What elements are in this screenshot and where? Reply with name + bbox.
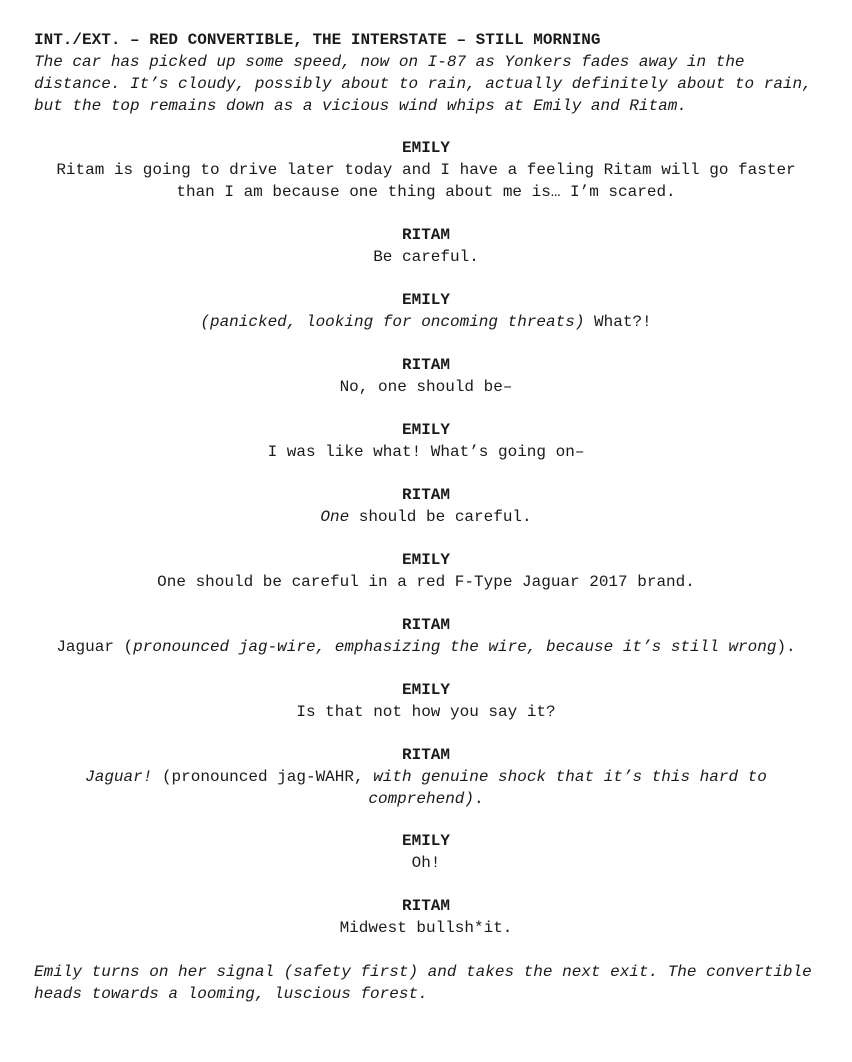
dialogue-text: Jaguar ( — [56, 638, 134, 656]
dialogue-line: I was like what! What’s going on– — [267, 443, 585, 461]
character-name: EMILY — [401, 421, 450, 439]
dialogue-text: (pronounced jag-WAHR, — [161, 768, 364, 786]
dialogue-line — [0, 636, 852, 658]
dialogue-block — [0, 895, 852, 939]
dialogue-line: Is that not how you say it? — [296, 703, 556, 721]
character-name: EMILY — [401, 832, 450, 850]
dialogue-block — [0, 224, 852, 268]
dialogue-line: No, one should be– — [339, 378, 513, 396]
character-name: RITAM — [401, 356, 450, 374]
dialogue-line — [0, 311, 852, 333]
character-name: EMILY — [401, 291, 450, 309]
character-name: EMILY — [401, 681, 450, 699]
dialogue-block — [0, 354, 852, 398]
character-name: RITAM — [401, 616, 450, 634]
dialogue-text: should be careful. — [358, 508, 532, 526]
action-closing: Emily turns on her signal (safety first) and takes the next exit. The convertible heads towards a looming, luscious forest. — [34, 963, 812, 1003]
dialogue-line — [0, 506, 852, 528]
dialogue-block — [0, 419, 852, 463]
dialogue-line: Ritam is going to drive later today and I have a feeling Ritam will go faster than I am because one thing about me is… I’m scared. — [56, 161, 796, 201]
dialogue-text: What?! — [594, 313, 652, 331]
character-name: RITAM — [401, 486, 450, 504]
dialogue-text-end: ). — [776, 638, 796, 656]
dialogue-block — [0, 289, 852, 333]
action-opening: The car has picked up some speed, now on I-87 as Yonkers fades away in the distance. It’s cloudy, possibly about to rain, actually definitely about to rain, but the top remains down as a vicious wind whips at Emily and Ritam. — [34, 53, 812, 115]
parenthetical: pronounced jag-wire, emphasizing the wire, because it’s still wrong — [133, 638, 777, 656]
dialogue-line: Oh! — [411, 854, 441, 872]
dialogue-line: Midwest bullsh*it. — [339, 919, 513, 937]
emphasis: One — [320, 508, 350, 526]
dialogue-block — [0, 549, 852, 593]
character-name: EMILY — [401, 551, 450, 569]
emphasis: Jaguar! — [85, 768, 153, 786]
dialogue-block — [0, 137, 852, 203]
character-name: RITAM — [401, 226, 450, 244]
parenthetical: (panicked, looking for oncoming threats) — [200, 313, 585, 331]
scene-heading: INT./EXT. – RED CONVERTIBLE, THE INTERSTATE – STILL MORNING — [34, 31, 601, 49]
parenthetical: with genuine shock that it’s this hard to comprehend) — [368, 768, 767, 808]
dialogue-block — [0, 744, 852, 810]
dialogue-block — [0, 614, 852, 658]
character-name: RITAM — [401, 897, 450, 915]
dialogue-block — [0, 679, 852, 723]
dialogue-line: Be careful. — [373, 248, 479, 266]
dialogue-block — [0, 484, 852, 528]
dialogue-block — [0, 830, 852, 874]
character-name: RITAM — [401, 746, 450, 764]
dialogue-line — [0, 766, 852, 810]
dialogue-line: One should be careful in a red F-Type Jaguar 2017 brand. — [157, 573, 695, 591]
character-name: EMILY — [401, 139, 450, 157]
dialogue-text-end: . — [474, 790, 484, 808]
